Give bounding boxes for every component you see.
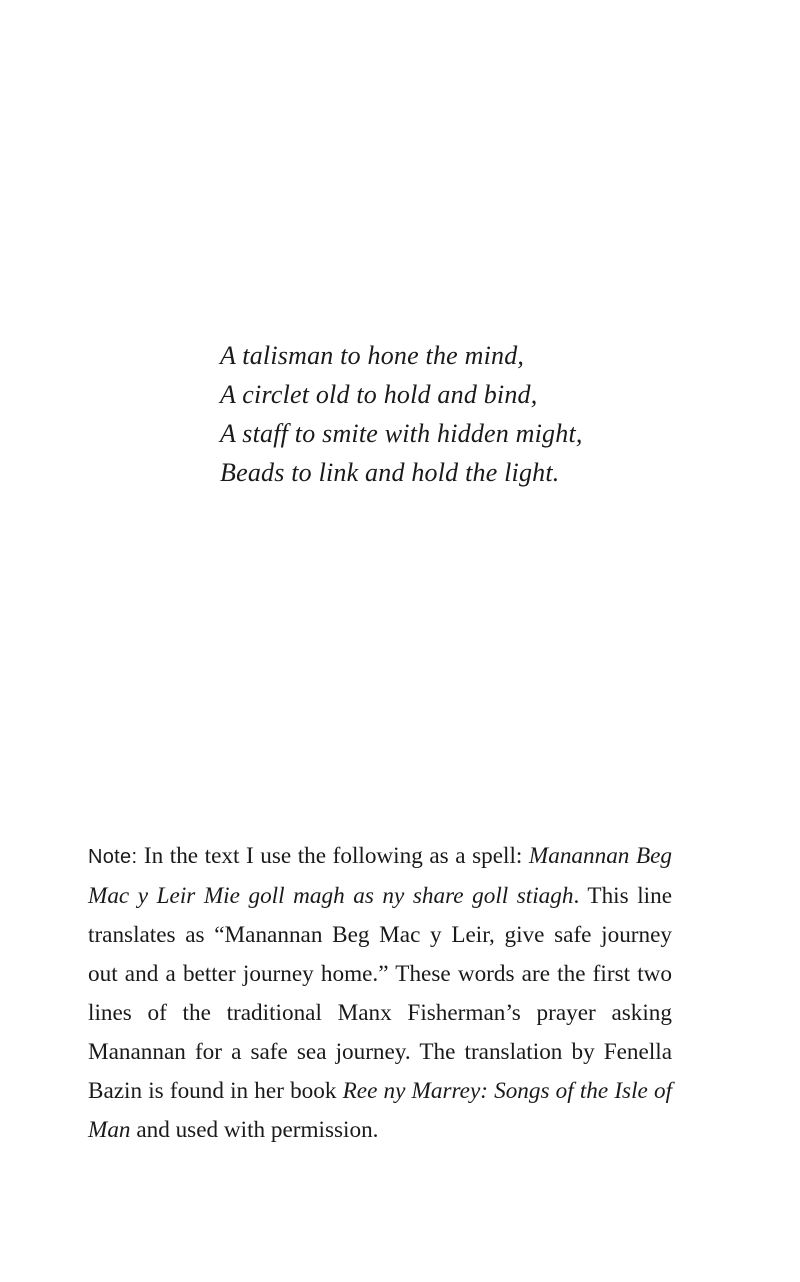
verse-line-3: A staff to smite with hidden might, bbox=[220, 419, 583, 448]
note-text-permission: and used with permission. bbox=[130, 1117, 379, 1144]
verse-line-4: Beads to link and hold the light. bbox=[220, 458, 560, 487]
manx-spell: Manannan Beg Mac y Leir Mie goll magh as ny share goll stiagh bbox=[88, 843, 672, 910]
note-label: Note: bbox=[88, 846, 138, 869]
verse-line-1: A talisman to hone the mind, bbox=[220, 341, 525, 370]
note-text-intro: In the text I use the following as a spell: bbox=[137, 843, 529, 870]
epigraph-verse bbox=[220, 336, 700, 492]
translation-note bbox=[88, 837, 672, 1150]
note-text-translation: . This line translates as “Manannan Beg Mac y Leir, give safe journey out and a better journey home.” These words are the first two lines of the traditional Manx Fisherman’s prayer asking Manannan for a safe sea journey. The translation by Fenella Bazin is found in her book bbox=[88, 883, 672, 1105]
book-title: Ree ny Marrey: Songs of the Isle of Man bbox=[88, 1078, 673, 1144]
verse-line-2: A circlet old to hold and bind, bbox=[220, 380, 538, 409]
